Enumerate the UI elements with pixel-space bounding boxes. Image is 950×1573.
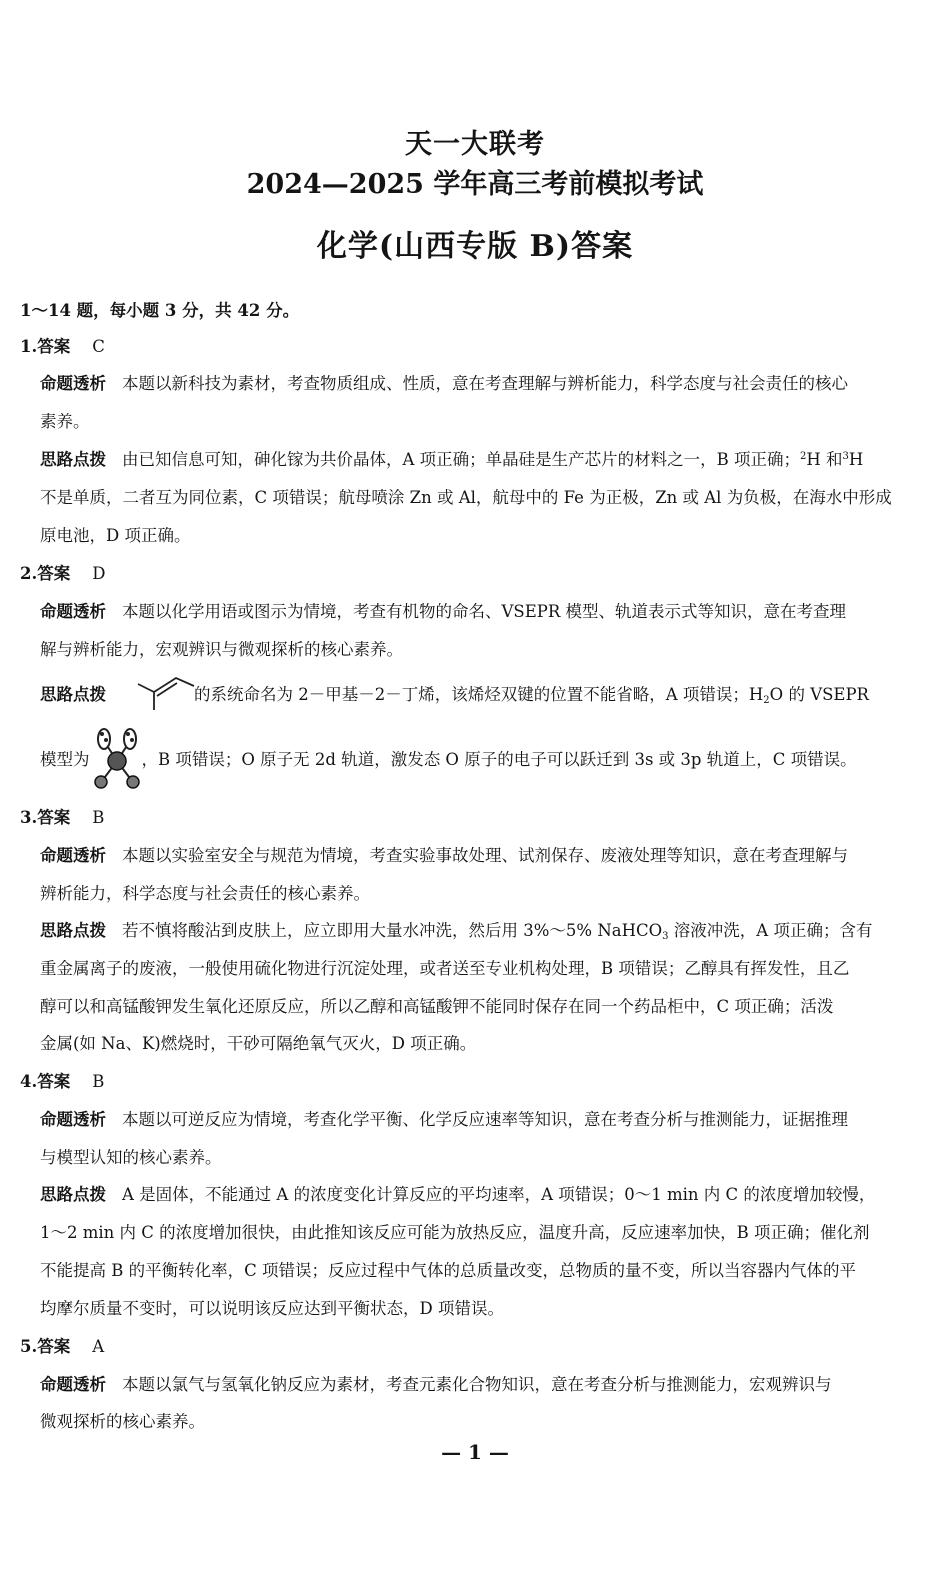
q1-dian-line-2: 不是单质，二者互为同位素，C 项错误；航母喷涂 Zn 或 Al，航母中的 Fe 为正极，Zn 或 Al 为负极，在海水中形成 [40, 488, 892, 507]
exam-title: 2024—2025 学年高三考前模拟考试 [246, 169, 704, 200]
q5-tou-line-1: 命题透析 本题以氯气与氢氧化钠反应为素材，考查元素化合物知识，意在考查分析与推测能力，宏观辨识与 [40, 1375, 832, 1394]
methylbutene-skeletal-formula [132, 672, 200, 712]
tou-label: 命题透析 [40, 374, 106, 393]
q3-dian-line-2: 重金属离子的废液，一般使用硫化物进行沉淀处理，或者送至专业机构处理，B 项错误；乙醇具有挥发性，且乙 [40, 959, 850, 978]
q1-dian-line-3: 原电池，D 项正确。 [40, 526, 191, 545]
q1-tou-line-2: 素养。 [40, 412, 90, 431]
q3-dian-line-4: 金属(如 Na、K)燃烧时，干砂可隔绝氧气灭火，D 项正确。 [40, 1034, 477, 1053]
question-3-header: 3.答案 B [20, 808, 105, 827]
water-vsepr-model [90, 727, 142, 791]
question-1-header [20, 335, 924, 359]
q4-tou-line-1: 命题透析 本题以可逆反应为情境，考查化学平衡、化学反应速率等知识，意在考查分析与推测能力，证据推理 [40, 1110, 848, 1129]
dian-label: 思路点拨 [40, 450, 106, 469]
q3-dian-line-3: 醇可以和高锰酸钾发生氧化还原反应，所以乙醇和高锰酸钾不能同时保存在同一个药品柜中，C 项正确；活泼 [40, 997, 834, 1016]
q3-tou-line-2: 辨析能力，科学态度与社会责任的核心素养。 [40, 884, 370, 903]
q5-tou-line-2: 微观探析的核心素养。 [40, 1412, 205, 1431]
answer-value: C [92, 337, 105, 356]
q3-tou-line-1: 命题透析 本题以实验室安全与规范为情境，考查实验事故处理、试剂保存、废液处理等知识，意在考查理解与 [40, 846, 848, 865]
q2-tou-line-2: 解与辨析能力，宏观辨识与微观探析的核心素养。 [40, 640, 403, 659]
q4-tou-line-2: 与模型认知的核心素养。 [40, 1148, 222, 1167]
q4-dian-line-4: 均摩尔质量不变时，可以说明该反应达到平衡状态，D 项错误。 [40, 1299, 504, 1318]
q4-dian-line-3: 不能提高 B 的平衡转化率，C 项错误；反应过程中气体的总质量改变，总物质的量不变，所以当容器内气体的平 [40, 1261, 856, 1280]
organization-title: 天一大联考 [405, 129, 545, 160]
q1-dian-line-1: 思路点拨 由已知信息可知，砷化镓为共价晶体，A 项正确；单晶硅是生产芯片的材料之一，B 项正确；$^2$H 和$^3$H [40, 450, 864, 469]
q3-dian-line-1: 思路点拨 若不慎将酸沾到皮肤上，应立即用大量水冲洗，然后用 3%～5% NaHCO$_3$ 溶液冲洗，A 项正确；含有 [40, 921, 873, 942]
question-2-header: 2.答案 D [20, 564, 106, 583]
scoring-intro: 1～14 题，每小题 3 分，共 42 分。 [20, 301, 300, 320]
page-number: — 1 — [441, 1440, 509, 1464]
q2-tou-line-1: 命题透析 本题以化学用语或图示为情境，考查有机物的命名、VSEPR 模型、轨道表示式等知识，意在考查理 [40, 602, 847, 621]
answer-label: 答案 [37, 337, 71, 356]
q4-dian-line-1: 思路点拨 A 是固体，不能通过 A 的浓度变化计算反应的平均速率，A 项错误；0～1 min 内 C 的浓度增加较慢， [40, 1185, 876, 1204]
q2-dian-line-2: 模型为 ，B 项错误；O 原子无 2d 轨道，激发态 O 原子的电子可以跃迁到 3s 或 3p 轨道上，C 项错误。 [40, 750, 857, 769]
subject-title: 化学(山西专版 B)答案 [316, 229, 634, 264]
q1-tou-line-1: 命题透析 本题以新科技为素材，考查物质组成、性质，意在考查理解与辨析能力，科学态度与社会责任的核心 [40, 374, 848, 393]
question-4-header: 4.答案 B [20, 1072, 105, 1091]
question-number: 1. [20, 337, 38, 356]
q4-dian-line-2: 1～2 min 内 C 的浓度增加很快，由此推知该反应可能为放热反应，温度升高，反应速率加快，B 项正确；催化剂 [40, 1223, 870, 1242]
q2-dian-line-1: 思路点拨 的系统命名为 2－甲基－2－丁烯，该烯烃双键的位置不能省略，A 项错误；$H_2O$ 的 VSEPR [40, 685, 869, 706]
question-5-header: 5.答案 A [20, 1337, 105, 1356]
